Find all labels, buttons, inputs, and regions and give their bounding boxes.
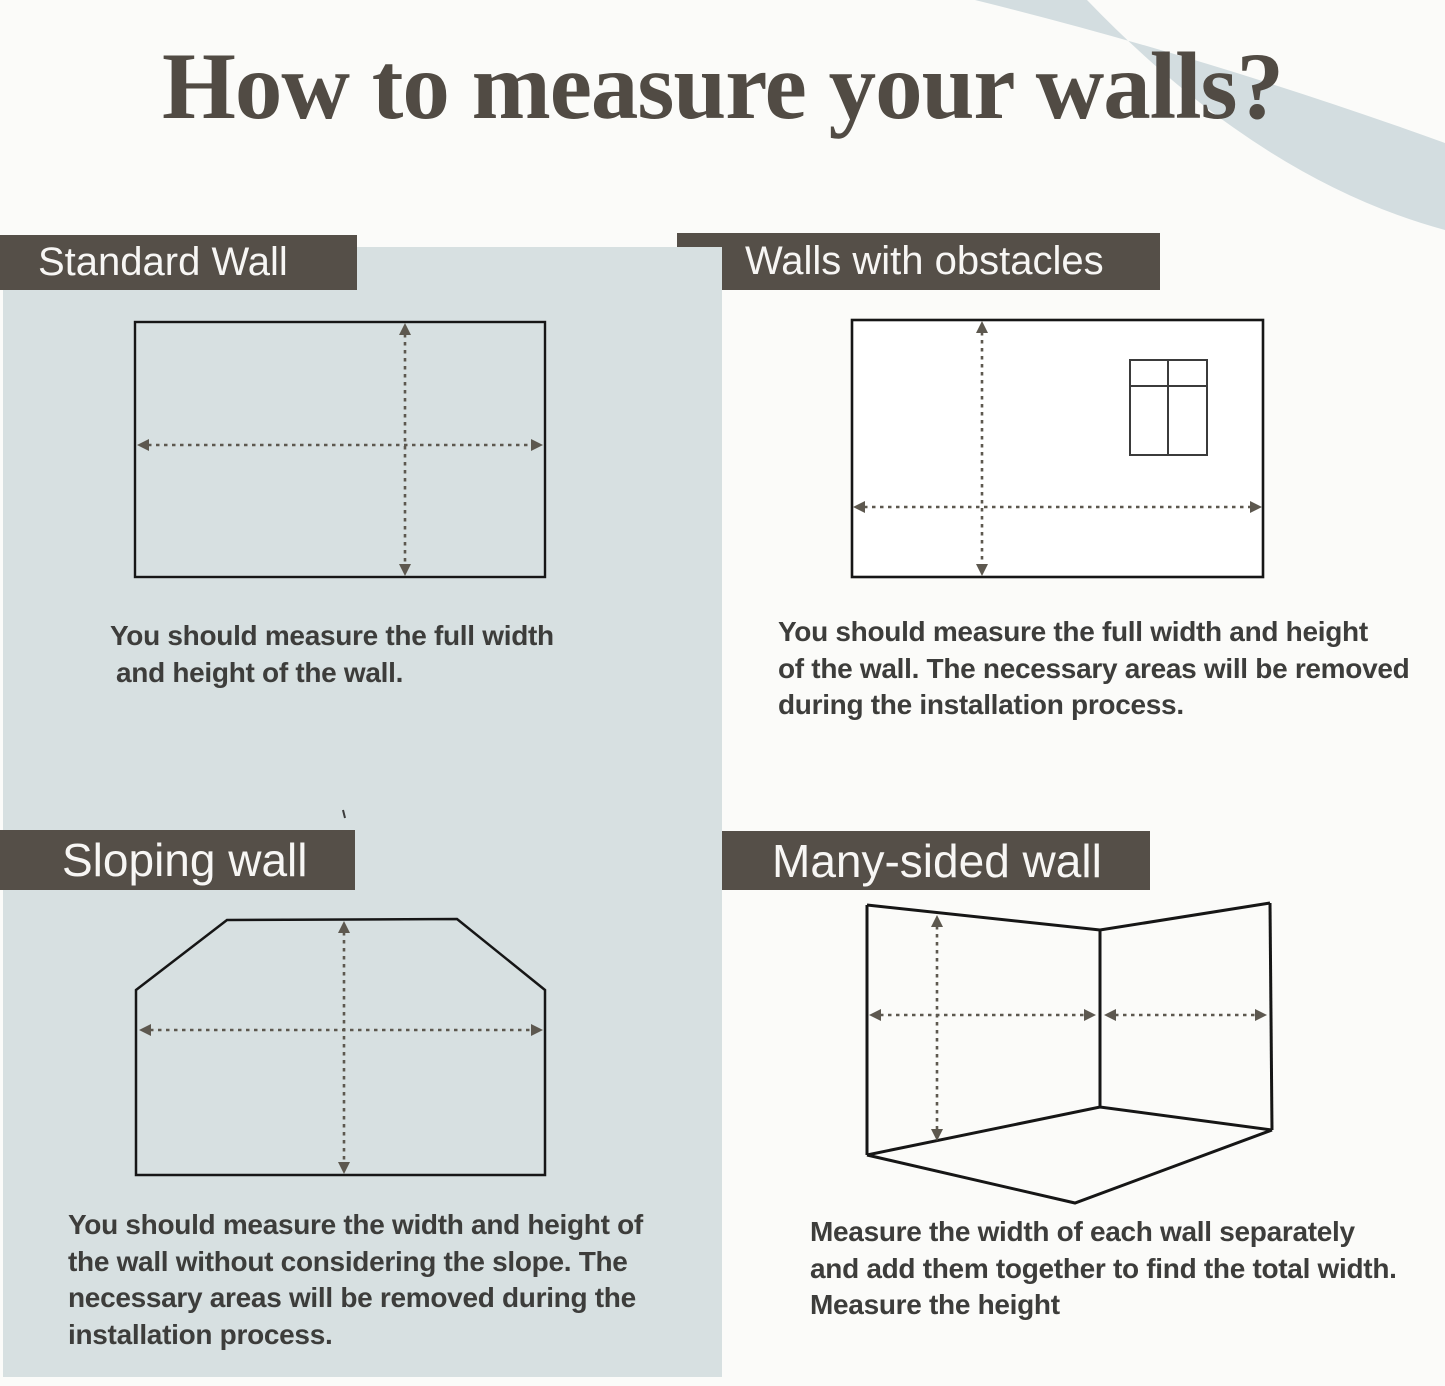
section-header-standard-wall [0,235,357,290]
window-icon [1130,360,1207,455]
description-line: during the installation process. [778,689,1184,721]
description-line: the wall without considering the slope. The [68,1245,628,1277]
wall-bottom-edges [867,1107,1272,1155]
section-header-sloping-wall [0,830,355,890]
obstacle-wall-diagram [852,320,1263,577]
description-sloping-wall [68,1207,643,1354]
wall-outline [867,903,1272,1203]
description-many-sided-wall [810,1214,1397,1324]
wall-outline [852,320,1263,577]
section-header-label: Many-sided wall [772,834,1102,887]
description-line: You should measure the full width [110,620,554,651]
section-header-walls-with-obstacles [677,233,1160,290]
description-line: Measure the height [810,1289,1060,1321]
description-line: and add them together to find the total width. [810,1252,1397,1284]
description-line: of the wall. The necessary areas will be removed [778,652,1410,684]
measure-arrows [864,332,1251,565]
section-header-label: Standard Wall [38,240,288,284]
description-standard-wall [110,618,554,691]
section-header-label: Walls with obstacles [745,239,1104,283]
description-line: Measure the width of each wall separately [810,1216,1355,1247]
many-sided-wall-diagram [867,903,1272,1203]
measure-arrows [880,926,1256,1130]
floor-edges [867,1130,1272,1203]
description-line: necessary areas will be removed during the [68,1282,636,1314]
arrow-heads [853,321,1262,576]
arrow-heads [869,915,1267,1141]
page-title: How to measure your walls? [161,33,1283,139]
description-walls-with-obstacles [778,614,1409,724]
description-line: and height of the wall. [116,656,404,688]
section-header-many-sided-wall [722,831,1150,890]
description-line: You should measure the full width and height [778,616,1368,647]
description-line: You should measure the width and height of [68,1209,643,1240]
description-line: installation process. [68,1319,333,1351]
section-header-label: Sloping wall [62,834,308,886]
